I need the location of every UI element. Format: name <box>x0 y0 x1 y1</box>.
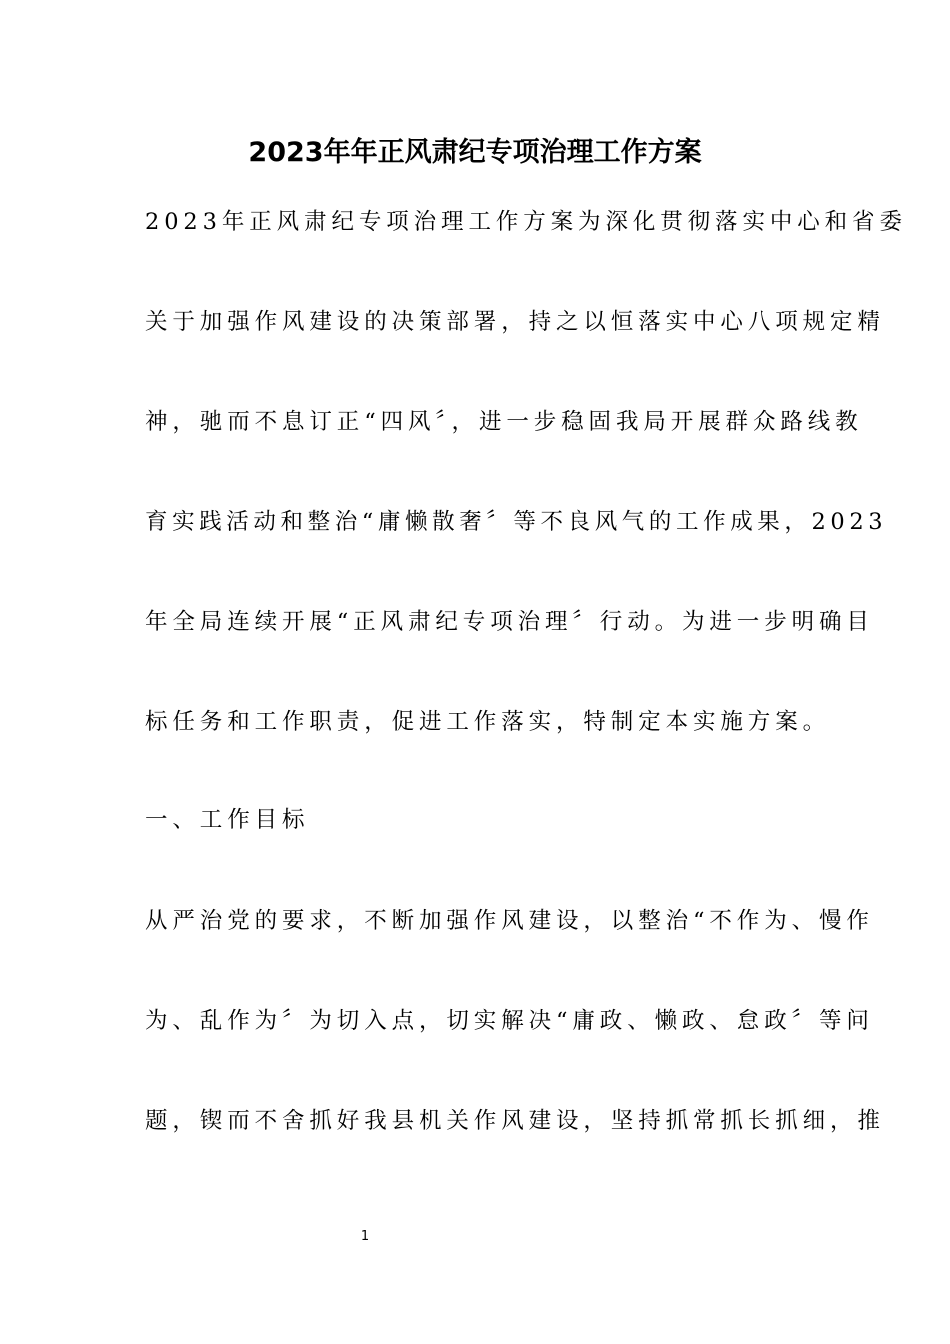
paragraph-line: 题，锲而不舍抓好我县机关作风建设，坚持抓常抓长抓细，推 <box>145 1108 885 1134</box>
paragraph-line: 标任务和工作职责，促进工作落实，特制定本实施方案。 <box>145 709 831 735</box>
paragraph-line: 育实践活动和整治“庸懒散奢〞等不良风气的工作成果，2023 <box>145 509 888 535</box>
paragraph-line: 年全局连续开展“正风肃纪专项治理〞行动。为进一步明确目 <box>145 609 874 635</box>
paragraph-line: 为、乱作为〞为切入点，切实解决“庸政、懒政、怠政〞等问 <box>145 1008 874 1034</box>
paragraph-line: 神，驰而不息订正“四风〞，进一步稳固我局开展群众路线教 <box>145 409 863 435</box>
page-number: 1 <box>360 1229 370 1244</box>
section-heading: 一、工作目标 <box>145 807 310 833</box>
paragraph-line: 2023年正风肃纪专项治理工作方案为深化贯彻落实中心和省委 <box>145 209 907 235</box>
paragraph-line: 从严治党的要求，不断加强作风建设，以整治“不作为、慢作 <box>145 908 874 934</box>
document-title: 2023年年正风肃纪专项治理工作方案 <box>248 137 702 168</box>
paragraph-line: 关于加强作风建设的决策部署，持之以恒落实中心八项规定精 <box>145 309 885 335</box>
